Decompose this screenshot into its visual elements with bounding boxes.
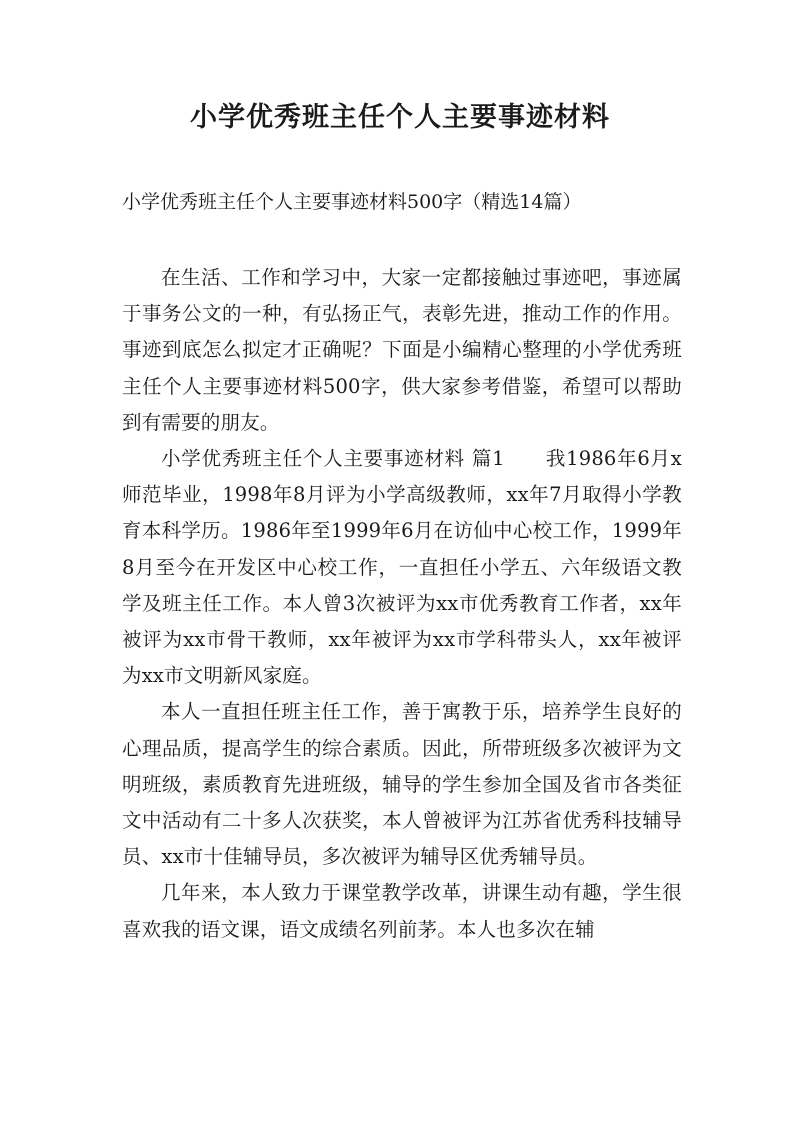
document-body (122, 260, 682, 948)
body-paragraph: 几年来，本人致力于课堂教学改革，讲课生动有趣，学生很喜欢我的语文课，语文成绩名列前茅。本人也多次在辅 (122, 881, 682, 941)
body-paragraph: 本人一直担任班主任工作，善于寓教于乐，培养学生良好的心理品质，提高学生的综合素质。因此，所带班级多次被评为文明班级，素质教育先进班级，辅导的学生参加全国及省市各类征文中活动有二十多人次获奖，本人曾被评为江苏省优秀科技辅导员、xx市十佳辅导员，多次被评为辅导区优秀辅导员。 (122, 700, 682, 869)
page-title: 小学优秀班主任个人主要事迹材料 (190, 102, 610, 133)
body-paragraph: 在生活、工作和学习中，大家一定都接触过事迹吧，事迹属于事务公文的一种，有弘扬正气，表彰先进，推动工作的作用。事迹到底怎么拟定才正确呢？下面是小编精心整理的小学优秀班主任个人主要事迹材料500字，供大家参考借鉴，希望可以帮助到有需要的朋友。 (122, 266, 682, 434)
body-paragraph: 小学优秀班主任个人主要事迹材料 篇1 我1986年6月x师范毕业，1998年8月评为小学高级教师，xx年7月取得小学教育本科学历。1986年至1999年6月在访仙中心校工作，1999年8月至今在开发区中心校工作，一直担任小学五、六年级语文教学及班主任工作。本人曾3次被评为xx市优秀教育工作者，xx年被评为xx市骨干教师，xx年被评为xx市学科带头人，xx年被评为xx市文明新风家庭。 (122, 447, 682, 688)
document-subtitle: 小学优秀班主任个人主要事迹材料500字（精选14篇） (122, 191, 582, 213)
